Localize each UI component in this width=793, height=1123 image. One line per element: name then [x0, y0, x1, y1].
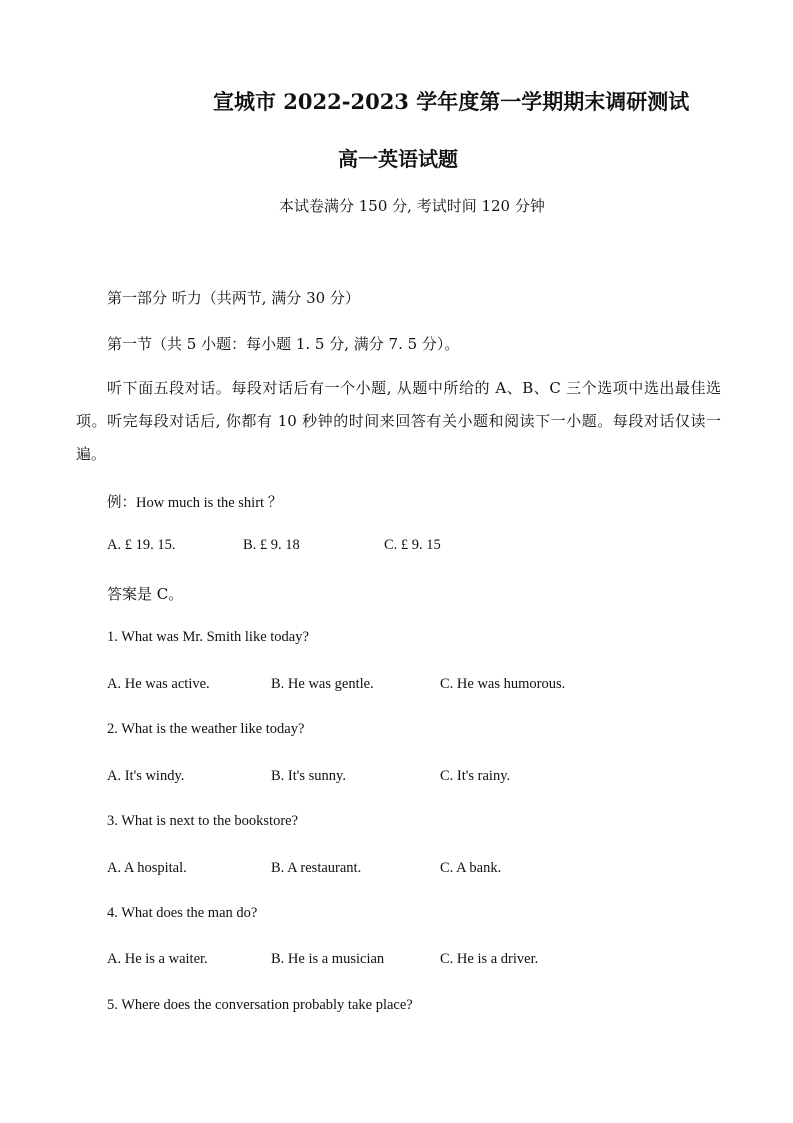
q1-option-b: B. He was gentle.	[271, 676, 374, 692]
example-answer: 答案是 C。	[107, 585, 184, 603]
example-option-b: B. £ 9. 18	[243, 537, 300, 553]
question-3: 3. What is next to the bookstore?	[107, 813, 299, 829]
exam-title: 宣城市 2022-2023 学年度第一学期期末调研测试	[213, 89, 690, 114]
question-5: 5. Where does the conversation probably take place?	[107, 997, 413, 1013]
exam-subtitle: 高一英语试题	[338, 147, 458, 171]
q4-option-b: B. He is a musician	[271, 951, 385, 967]
q3-option-b: B. A restaurant.	[271, 860, 362, 876]
part1-heading: 第一部分 听力（共两节, 满分 30 分）	[107, 289, 360, 307]
q2-option-b: B. It's sunny.	[271, 768, 346, 784]
q4-option-a: A. He is a waiter.	[107, 951, 208, 967]
q2-option-a: A. It's windy.	[107, 768, 185, 784]
q1-option-c: C. He was humorous.	[440, 676, 566, 692]
exam-note: 本试卷满分 150 分, 考试时间 120 分钟	[279, 197, 545, 215]
q1-option-a: A. He was active.	[107, 676, 210, 692]
question-1: 1. What was Mr. Smith like today?	[107, 629, 309, 645]
q2-option-c: C. It's rainy.	[440, 768, 511, 784]
q3-option-c: C. A bank.	[440, 860, 502, 876]
q4-option-c: C. He is a driver.	[440, 951, 539, 967]
q3-option-a: A. A hospital.	[107, 860, 187, 876]
listening-instructions: 听下面五段对话。每段对话后有一个小题, 从题中所给的 A、B、C 三个选项中选出最佳选项。听完每段对话后, 你都有 10 秒钟的时间来回答有关小题和阅读下一小题。每段对话仅读一遍。	[76, 379, 721, 463]
example-option-c: C. £ 9. 15	[384, 537, 441, 553]
question-2: 2. What is the weather like today?	[107, 721, 305, 737]
question-4: 4. What does the man do?	[107, 905, 258, 921]
example-option-a: A. £ 19. 15.	[107, 537, 176, 553]
section1-heading: 第一节（共 5 小题：每小题 1. 5 分, 满分 7. 5 分）。	[107, 335, 460, 353]
example-question: 例：How much is the shirt ？	[107, 495, 283, 511]
